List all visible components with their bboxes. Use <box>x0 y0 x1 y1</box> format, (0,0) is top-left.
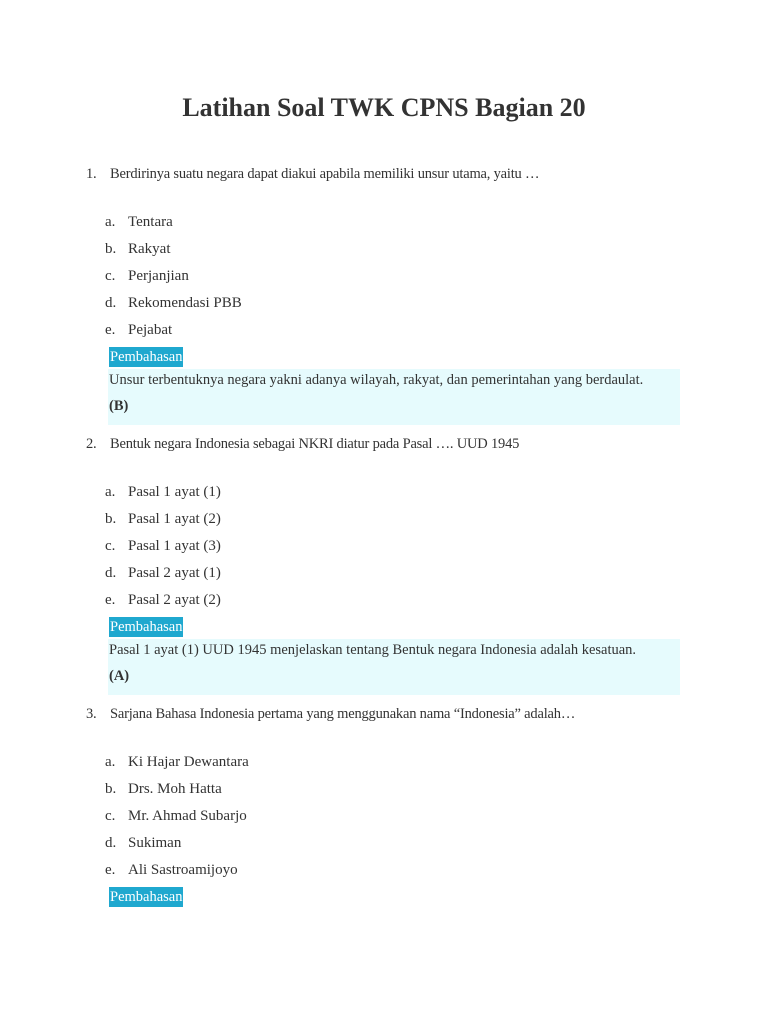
option-letter: a. <box>105 754 116 770</box>
explanation-box <box>108 639 680 695</box>
option-a <box>86 749 686 776</box>
option-text: Perjanjian <box>128 268 189 284</box>
option-text: Sukiman <box>128 835 182 851</box>
option-e <box>86 317 686 344</box>
pembahasan-button[interactable]: Pembahasan <box>110 349 183 365</box>
option-text: Rekomendasi PBB <box>128 295 242 311</box>
option-letter: c. <box>105 808 116 824</box>
explanation-text: Pasal 1 ayat (1) UUD 1945 menjelaskan tentang Bentuk negara Indonesia adalah kesatuan. <box>109 642 637 658</box>
option-b <box>86 776 686 803</box>
option-text: Tentara <box>128 214 173 230</box>
option-text: Rakyat <box>128 241 171 257</box>
option-text: Pasal 1 ayat (2) <box>128 511 221 527</box>
answer-key: (A) <box>109 668 130 684</box>
option-b <box>86 236 686 263</box>
explanation-text: Unsur terbentuknya negara yakni adanya wilayah, rakyat, dan pemerintahan yang berdaulat. <box>109 372 644 388</box>
option-text: Ali Sastroamijoyo <box>128 862 238 878</box>
pembahasan-button[interactable]: Pembahasan <box>110 619 183 635</box>
question-text <box>86 434 686 454</box>
option-e <box>86 857 686 884</box>
option-b <box>86 506 686 533</box>
option-c <box>86 533 686 560</box>
option-text: Drs. Moh Hatta <box>128 781 222 797</box>
option-text: Pasal 1 ayat (1) <box>128 484 221 500</box>
option-letter: c. <box>105 268 116 284</box>
option-c <box>86 803 686 830</box>
option-text: Pejabat <box>128 322 173 338</box>
option-letter: e. <box>105 862 116 878</box>
option-letter: a. <box>105 214 116 230</box>
option-letter: c. <box>105 538 116 554</box>
option-list <box>86 479 686 614</box>
option-list <box>86 209 686 344</box>
pembahasan-button[interactable]: Pembahasan <box>110 889 183 905</box>
option-letter: d. <box>105 835 117 851</box>
question-text <box>86 704 686 724</box>
question-prompt: Berdirinya suatu negara dapat diakui apabila memiliki unsur utama, yaitu … <box>110 166 540 182</box>
option-letter: d. <box>105 565 117 581</box>
question-1 <box>86 164 686 425</box>
question-3 <box>86 704 686 907</box>
option-text: Pasal 2 ayat (2) <box>128 592 221 608</box>
option-letter: b. <box>105 781 117 797</box>
option-a <box>86 479 686 506</box>
option-letter: e. <box>105 322 116 338</box>
option-letter: e. <box>105 592 116 608</box>
answer-key: (B) <box>109 398 129 414</box>
explanation-box <box>108 369 680 425</box>
option-letter: b. <box>105 511 117 527</box>
option-text: Mr. Ahmad Subarjo <box>128 808 247 824</box>
option-letter: b. <box>105 241 117 257</box>
option-d <box>86 560 686 587</box>
question-number: 3. <box>86 706 97 722</box>
question-2 <box>86 434 686 695</box>
question-number: 2. <box>86 436 97 452</box>
option-a <box>86 209 686 236</box>
option-e <box>86 587 686 614</box>
question-text <box>86 164 686 184</box>
page-title: Latihan Soal TWK CPNS Bagian 20 <box>182 93 586 122</box>
option-text: Ki Hajar Dewantara <box>128 754 249 770</box>
option-letter: a. <box>105 484 116 500</box>
question-number: 1. <box>86 166 97 182</box>
option-letter: d. <box>105 295 117 311</box>
option-text: Pasal 2 ayat (1) <box>128 565 221 581</box>
question-prompt: Sarjana Bahasa Indonesia pertama yang menggunakan nama “Indonesia” adalah… <box>110 706 576 722</box>
option-d <box>86 830 686 857</box>
question-prompt: Bentuk negara Indonesia sebagai NKRI diatur pada Pasal …. UUD 1945 <box>110 436 520 452</box>
option-text: Pasal 1 ayat (3) <box>128 538 221 554</box>
option-c <box>86 263 686 290</box>
option-list <box>86 749 686 884</box>
option-d <box>86 290 686 317</box>
